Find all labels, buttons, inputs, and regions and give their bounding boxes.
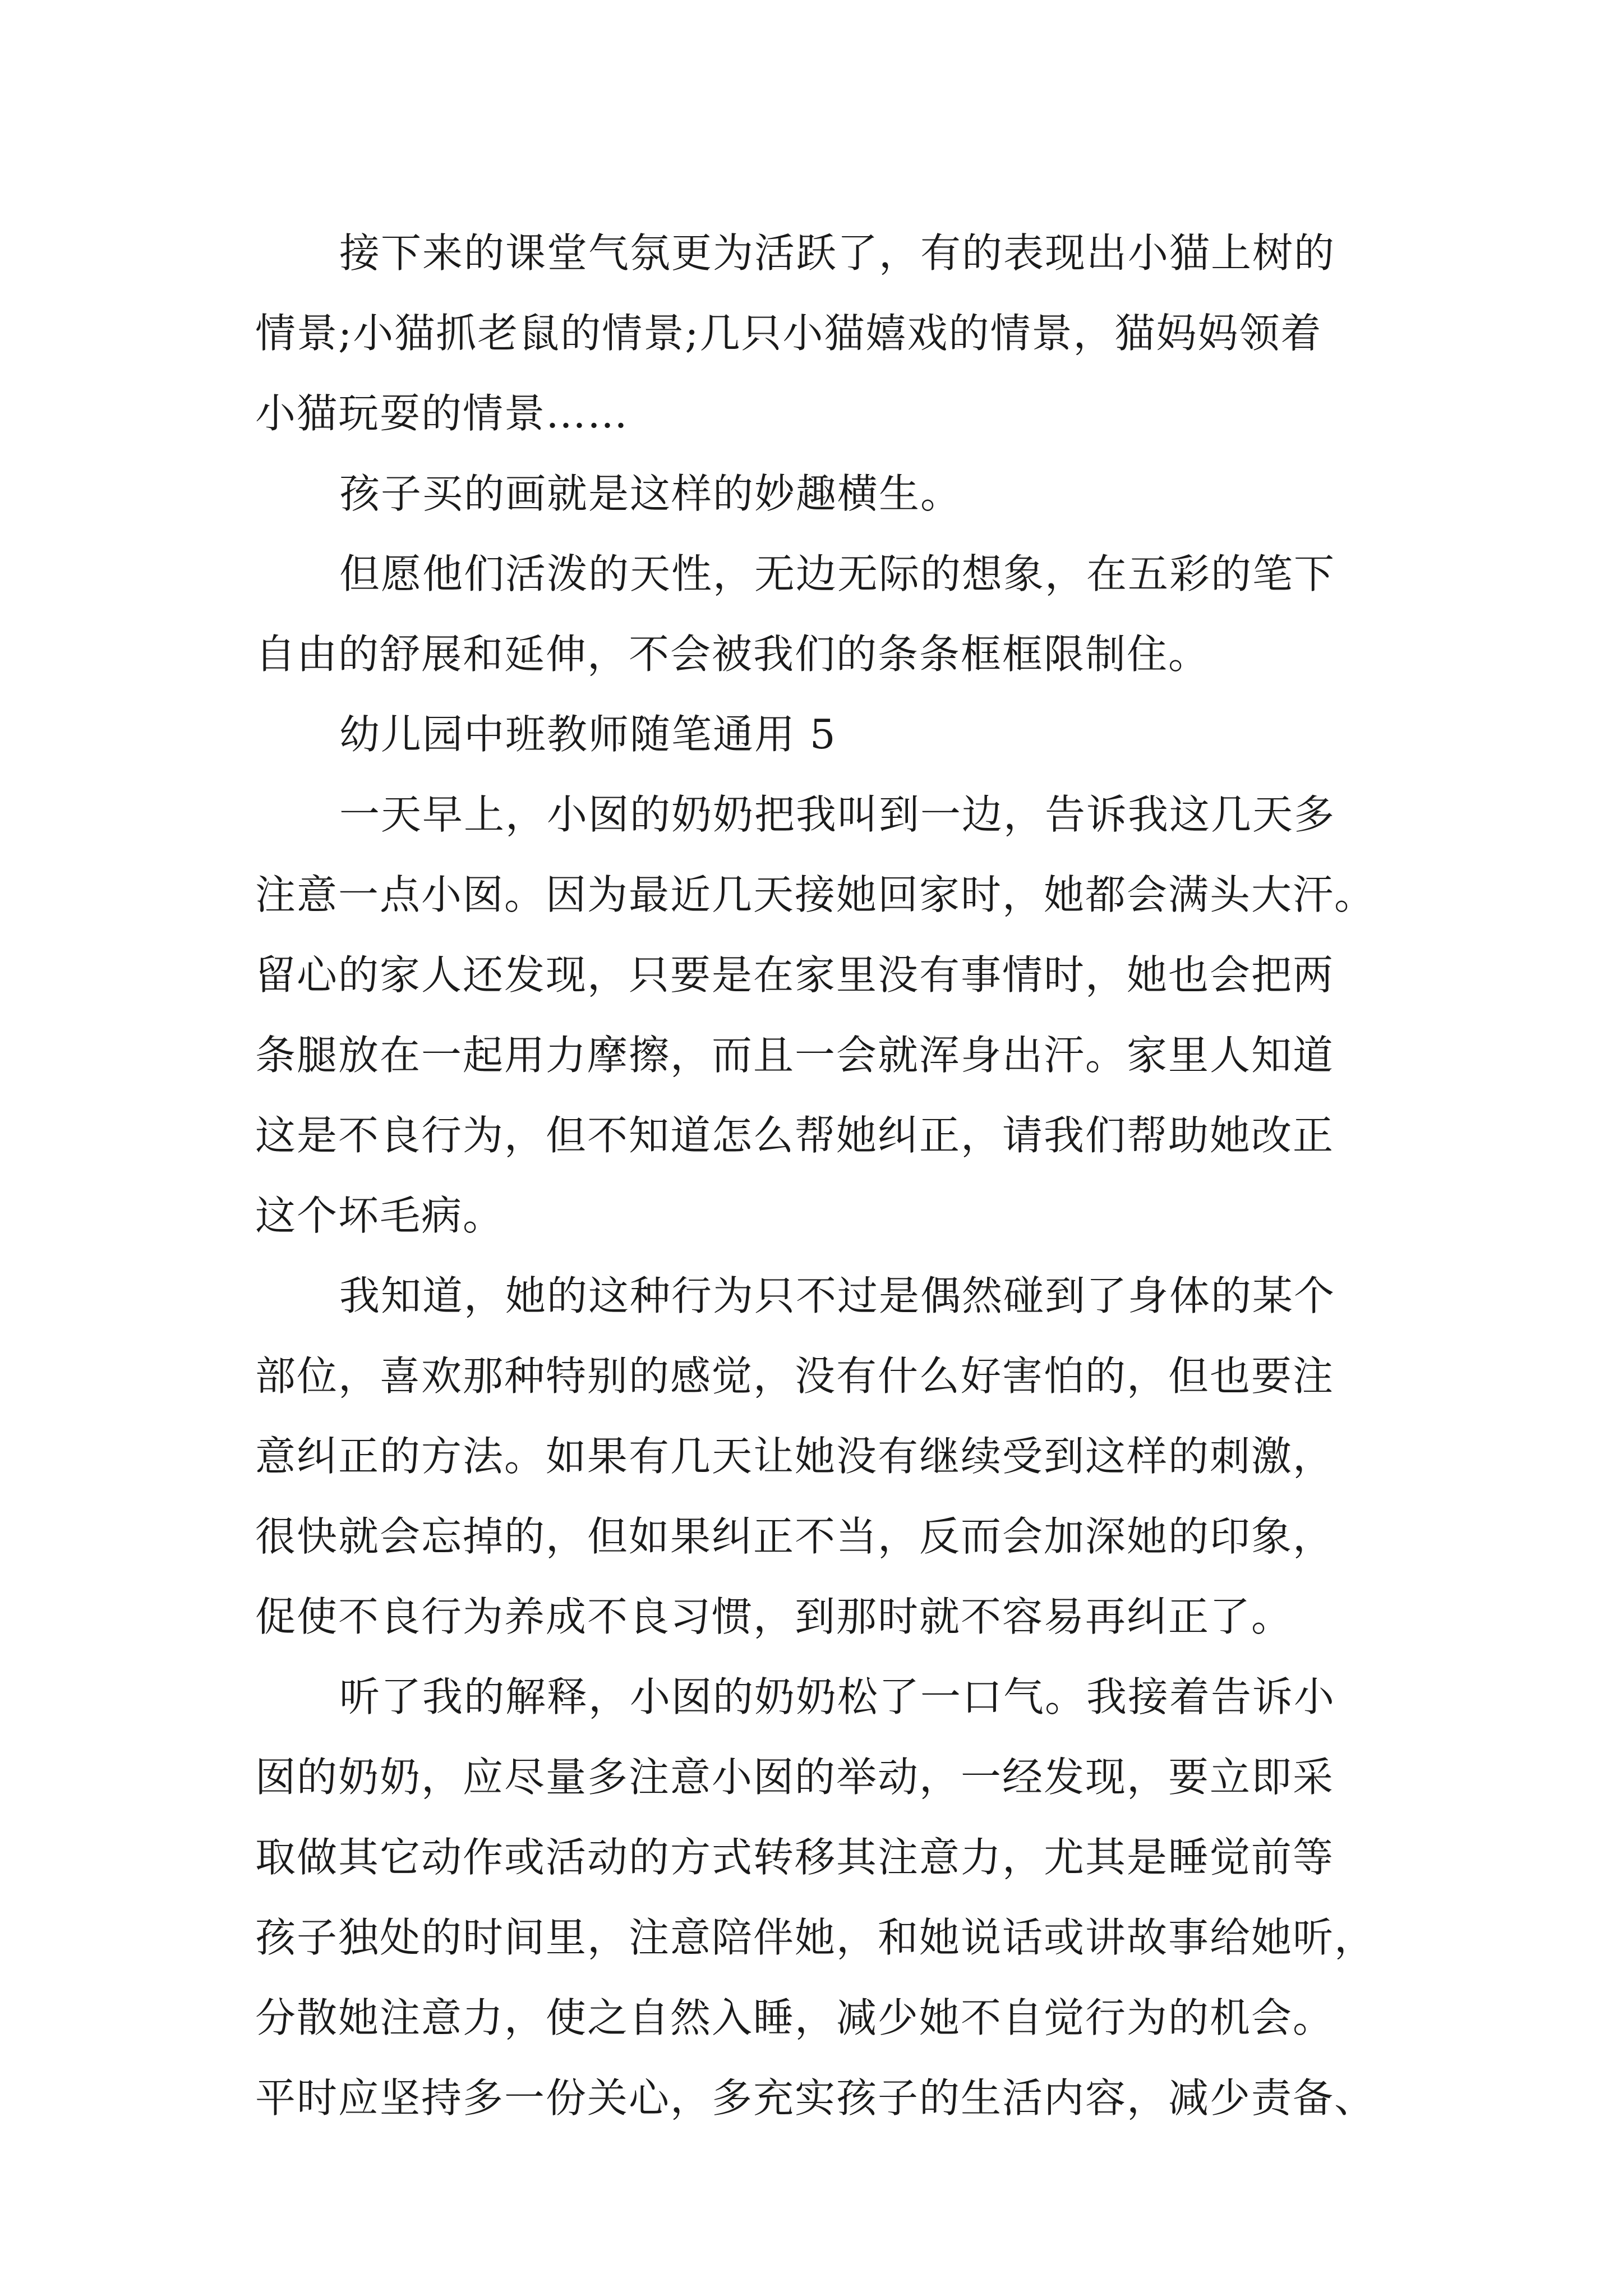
text-line: 这是不良行为，但不知道怎么帮她纠正，请我们帮助她改正 [255, 1112, 1335, 1159]
text-line: 自由的舒展和延伸，不会被我们的条条框框限制住。 [255, 631, 1210, 678]
paragraph-1 [255, 213, 1377, 454]
text-line: 接下来的课堂气氛更为活跃了，有的表现出小猫上树的 [339, 229, 1336, 277]
paragraph-2 [255, 454, 1377, 534]
text-line: 促使不良行为养成不良习惯，到那时就不容易再纠正了。 [255, 1593, 1293, 1640]
section-heading [255, 694, 1377, 775]
text-line: 平时应坚持多一份关心，多充实孩子的生活内容，减少责备、 [255, 2074, 1376, 2122]
text-line: 情景;小猫抓老鼠的情景;几只小猫嬉戏的情景，猫妈妈领着 [255, 310, 1322, 357]
document-body [255, 213, 1377, 2138]
text-line: 孩子独处的时间里，注意陪伴她，和她说话或讲故事给她听， [255, 1914, 1376, 1961]
heading-text: 幼儿园中班教师随笔通用 5 [339, 711, 837, 758]
text-line: 取做其它动作或活动的方式转移其注意力，尤其是睡觉前等 [255, 1834, 1335, 1881]
text-line: 一天早上，小囡的奶奶把我叫到一边，告诉我这几天多 [339, 791, 1336, 838]
text-line: 但愿他们活泼的天性，无边无际的想象，在五彩的笔下 [339, 550, 1336, 597]
text-line: 听了我的解释，小囡的奶奶松了一口气。我接着告诉小 [339, 1673, 1336, 1720]
paragraph-7 [255, 1657, 1377, 2138]
text-line: 注意一点小囡。因为最近几天接她回家时，她都会满头大汗。 [255, 871, 1376, 918]
text-line: 我知道，她的这种行为只不过是偶然碰到了身体的某个 [339, 1272, 1336, 1319]
text-line: 部位，喜欢那种特别的感觉，没有什么好害怕的，但也要注 [255, 1352, 1335, 1400]
text-line: 小猫玩耍的情景…… [255, 390, 629, 437]
text-line: 分散她注意力，使之自然入睡，减少她不自觉行为的机会。 [255, 1994, 1335, 2041]
paragraph-6 [255, 1256, 1377, 1657]
text-line: 囡的奶奶，应尽量多注意小囡的举动，一经发现，要立即采 [255, 1754, 1335, 1801]
paragraph-3 [255, 534, 1377, 694]
paragraph-5 [255, 775, 1377, 1256]
text-line: 留心的家人还发现，只要是在家里没有事情时，她也会把两 [255, 951, 1335, 999]
text-line: 这个坏毛病。 [255, 1192, 505, 1239]
text-line: 很快就会忘掉的，但如果纠正不当，反而会加深她的印象， [255, 1513, 1335, 1560]
text-line: 孩子买的画就是这样的妙趣横生。 [339, 470, 962, 517]
text-line: 条腿放在一起用力摩擦，而且一会就浑身出汗。家里人知道 [255, 1032, 1335, 1079]
text-line: 意纠正的方法。如果有几天让她没有继续受到这样的刺激， [255, 1433, 1335, 1480]
